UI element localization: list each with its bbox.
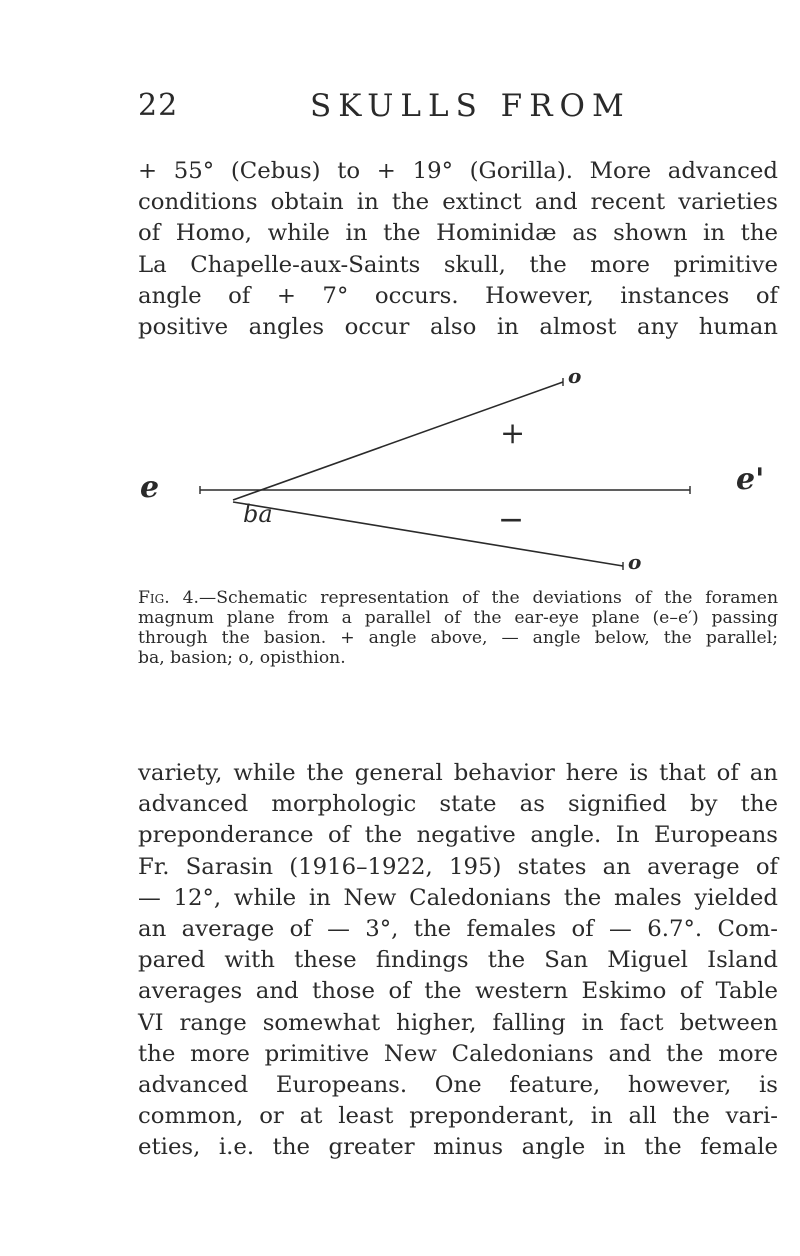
caption-line: ba, basion; o, opisthion. bbox=[138, 648, 346, 668]
text-line: averages and those of the western Eskimo of Table bbox=[138, 978, 778, 1005]
text-line: VI range somewhat higher, falling in fact between bbox=[138, 1009, 778, 1036]
text-line: variety, while the general behavior here is that of an bbox=[138, 760, 778, 786]
text-line: advanced Europeans. One feature, however, is bbox=[138, 1072, 778, 1099]
text-line: + 55° (Cebus) to + 19° (Gorilla). More advanced bbox=[138, 158, 778, 184]
label-e-right: e' bbox=[736, 462, 765, 497]
text-line: preponderance of the negative angle. In Europeans bbox=[138, 822, 778, 849]
label-minus: — bbox=[500, 506, 522, 532]
text-line: conditions obtain in the extinct and recent varieties bbox=[138, 189, 778, 216]
text-line: positive angles occur also in almost any human bbox=[138, 314, 778, 341]
running-title: SKULLS FROM bbox=[310, 88, 631, 124]
label-basion: ba bbox=[243, 500, 273, 528]
text-line: advanced morphologic state as signified by the bbox=[138, 791, 778, 818]
page-number: 22 bbox=[138, 88, 179, 123]
angle-diagram bbox=[138, 362, 778, 592]
text-line: angle of + 7° occurs. However, instances of bbox=[138, 282, 778, 309]
text-line: — 12°, while in New Caledonians the males yielded bbox=[138, 884, 778, 911]
text-line: pared with these findings the San Miguel Island bbox=[138, 947, 778, 974]
text-line: the more primitive New Caledonians and the more bbox=[138, 1040, 778, 1067]
figure-caption bbox=[138, 588, 778, 668]
caption-label: Fig. 4. bbox=[138, 588, 199, 608]
label-o-top: o bbox=[568, 364, 582, 388]
figure-4-diagram bbox=[138, 362, 778, 592]
page-header bbox=[0, 88, 800, 132]
text-line: common, or at least preponderant, in all the vari- bbox=[138, 1103, 778, 1130]
label-plus: + bbox=[500, 416, 526, 451]
paragraph-2 bbox=[138, 758, 778, 1164]
caption-line: Fig. 4.—Schematic representation of the deviations of the foramen bbox=[138, 588, 779, 608]
label-o-bottom: o bbox=[628, 550, 642, 574]
label-e-left: e bbox=[140, 470, 160, 505]
caption-line: through the basion. + angle above, — angle below, the parallel; bbox=[138, 628, 778, 648]
caption-line: magnum plane from a parallel of the ear-eye plane (e–e′) passing bbox=[138, 608, 778, 628]
text-line: an average of — 3°, the females of — 6.7°. Com- bbox=[138, 916, 778, 943]
lower-angle-line bbox=[233, 502, 623, 566]
paragraph-1 bbox=[138, 156, 778, 343]
text-line: of Homo, while in the Hominidæ as shown in the bbox=[138, 220, 778, 247]
text-line: eties, i.e. the greater minus angle in the female bbox=[138, 1134, 778, 1161]
text-line: Fr. Sarasin (1916–1922, 195) states an average of bbox=[138, 853, 778, 880]
text-line: La Chapelle-aux-Saints skull, the more primitive bbox=[138, 251, 778, 278]
